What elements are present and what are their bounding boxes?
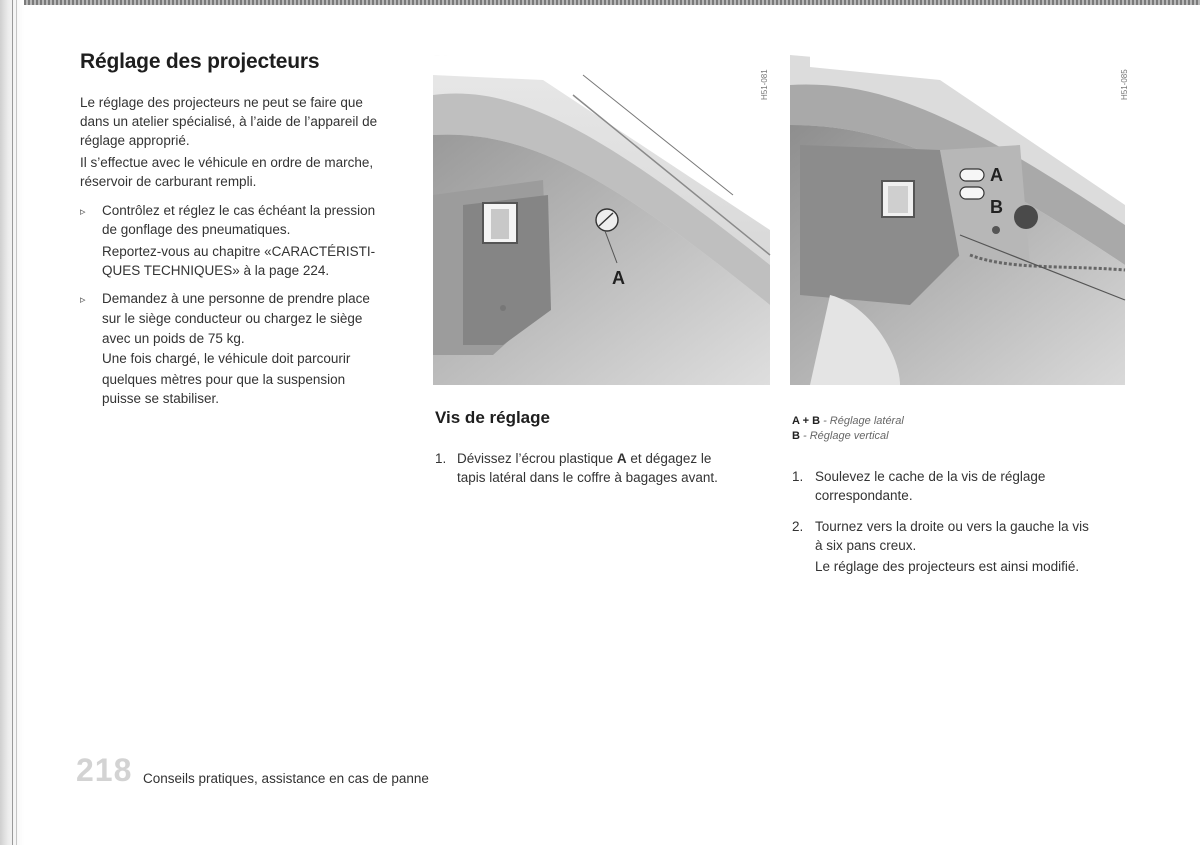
part-label-a: A — [616, 451, 627, 466]
figure-trunk-nut-illustration — [433, 55, 778, 385]
figure-label-b: B — [990, 197, 1003, 217]
vis-step-1-line-1 — [457, 449, 711, 468]
intro-line-5: réservoir de carburant rempli. — [80, 174, 257, 189]
section-title: Réglage des projecteurs — [80, 50, 320, 73]
figure-caption-line-2 — [792, 429, 889, 444]
intro-line-4: Il s’effectue avec le véhicule en ordre de marche, — [80, 155, 374, 170]
intro-line-3: réglage approprié. — [80, 133, 190, 148]
figure-label-a: A — [612, 268, 625, 288]
right-step-2-line-3: Le réglage des projecteurs est ainsi modifié. — [815, 559, 1080, 574]
bullet-2-line-4: Une fois chargé, le véhicule doit parcourir — [102, 351, 351, 366]
caption-key: A + B — [792, 415, 821, 427]
bullet-2-line-1: Demandez à une personne de prendre place — [102, 291, 370, 306]
caption-text: - Réglage latéral — [820, 415, 904, 427]
vis-reglage-title: Vis de réglage — [435, 408, 550, 427]
figure-left-code: H51-081 — [760, 69, 769, 100]
right-step-2-line-2: à six pans creux. — [815, 538, 917, 553]
figure-right-code: H51-085 — [1120, 69, 1129, 100]
intro-line-1: Le réglage des projecteurs ne peut se faire que — [80, 95, 363, 110]
caption-key: B — [792, 430, 800, 442]
bullet-2-line-3: avec un poids de 75 kg. — [102, 331, 245, 346]
figure-caption-line-1 — [792, 414, 904, 429]
right-step-1-line-1: Soulevez le cache de la vis de réglage — [815, 469, 1046, 484]
figure-label-a: A — [990, 165, 1003, 185]
page-binding-edge — [0, 0, 24, 845]
bullet-1-line-3: Reportez-vous au chapitre «CARACTÉRISTI- — [102, 244, 376, 259]
right-step-2-line-1: Tournez vers la droite ou vers la gauche la vis — [815, 519, 1089, 534]
step-text: Dévissez l’écrou plastique — [457, 451, 617, 466]
bullet-1-line-2: de gonflage des pneumatiques. — [102, 222, 291, 237]
bullet-2-line-2: sur le siège conducteur ou chargez le siège — [102, 311, 363, 326]
bullet-arrow-icon: ▹ — [80, 206, 86, 218]
bullet-arrow-icon: ▹ — [80, 294, 86, 306]
vis-step-1-line-2: tapis latéral dans le coffre à bagages avant. — [457, 470, 718, 485]
step-number: 1. — [792, 469, 804, 484]
bullet-1-line-1: Contrôlez et réglez le cas échéant la pression — [102, 203, 376, 218]
bullet-2-line-6: puisse se stabiliser. — [102, 391, 220, 406]
caption-text: - Réglage vertical — [799, 430, 889, 442]
step-number: 2. — [792, 519, 804, 534]
bullet-1-line-4: QUES TECHNIQUES» à la page 224. — [102, 263, 330, 278]
footer-chapter-title: Conseils pratiques, assistance en cas de panne — [143, 771, 429, 786]
bullet-2-line-5: quelques mètres pour que la suspension — [102, 372, 346, 387]
page-number: 218 — [76, 752, 133, 788]
top-edge-rule — [0, 0, 1200, 5]
intro-line-2: dans un atelier spécialisé, à l’aide de l’appareil de — [80, 114, 378, 129]
step-number: 1. — [435, 451, 447, 466]
figure-headlight-screws-illustration — [790, 55, 1130, 385]
right-step-1-line-2: correspondante. — [815, 488, 913, 503]
step-text: et dégagez le — [626, 451, 712, 466]
